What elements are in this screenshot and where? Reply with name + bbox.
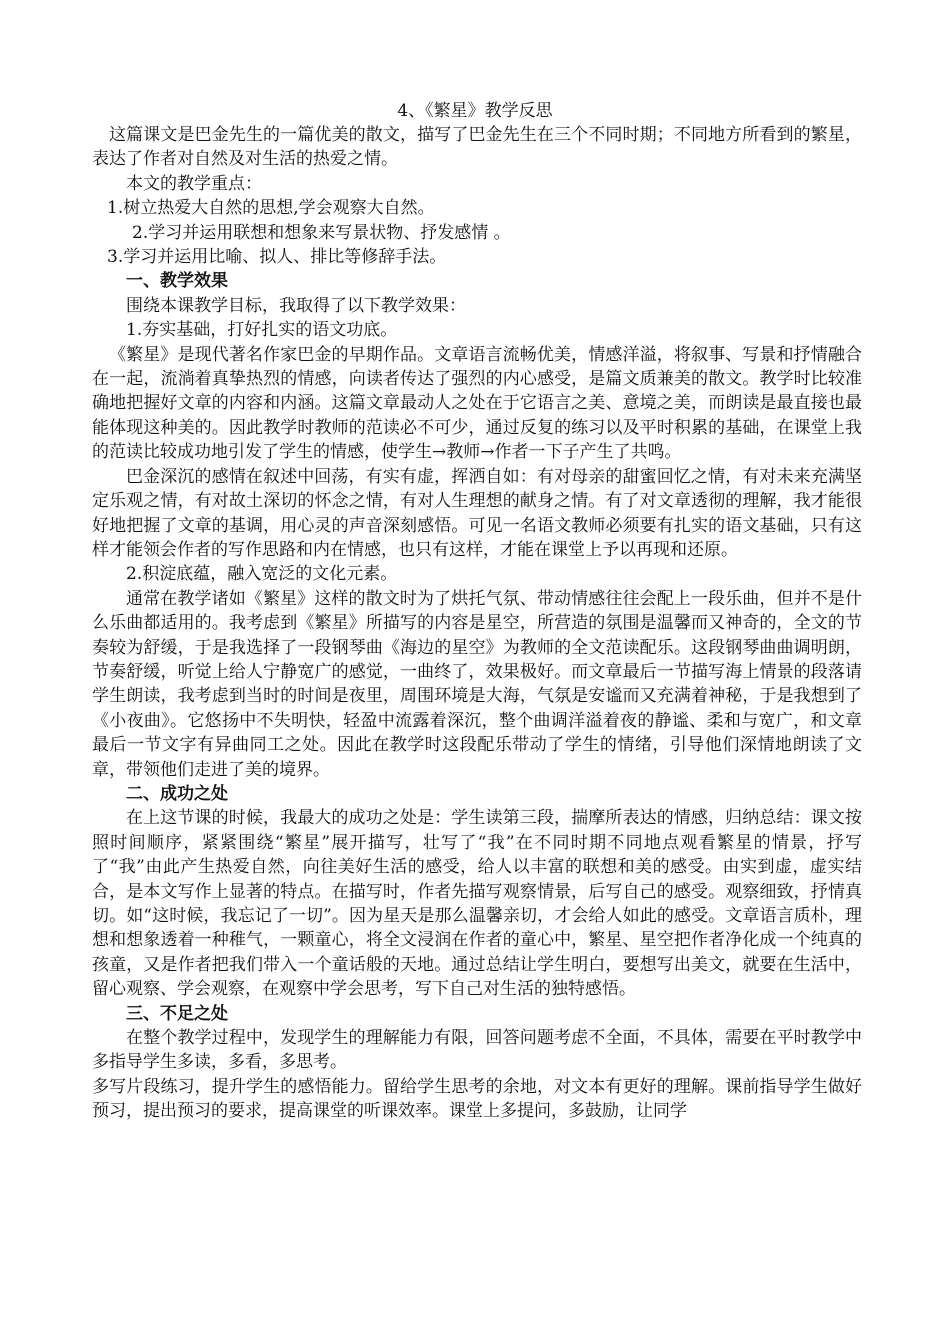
intro-paragraph: 这篇课文是巴金先生的一篇优美的散文，描写了巴金先生在三个不同时期；不同地方所看到的繁星，表达了作者对自然及对生活的热爱之情。 <box>92 125 862 170</box>
effects-paragraph-2: 巴金深沉的感情在叙述中回荡，有实有虚，挥洒自如：有对母亲的甜蜜回忆之情，有对未来充满坚定乐观之情，有对故土深切的怀念之情，有对人生理想的献身之情。有了对文章透彻的理解，我才能很好地把握了文章的基调，用心灵的声音深刻感悟。可见一名语文教师必须要有扎实的语文基础，只有这样才能领会作者的写作思路和内在情感，也只有这样，才能在课堂上予以再现和还原。 <box>92 466 862 560</box>
section-heading-effects: 一、教学效果 <box>126 271 228 292</box>
focus-item-3: 3.学习并运用比喻、拟人、排比等修辞手法。 <box>107 247 447 268</box>
success-paragraph: 在上这节课的时候，我最大的成功之处是：学生读第三段，揣摩所表达的情感，归纳总结：课文按照时间顺序，紧紧围绕“繁星”展开描写，壮写了“我”在不同时期不同地点观看繁星的情景，抒写了“我”由此产生热爱自然，向往美好生活的感受，给人以丰富的联想和美的感受。由实到虚，虚实结合，是本文写作上显著的特点。在描写时，作者先描写观察情景，后写自己的感受。观察细致，抒情真切。如“这时候，我忘记了一切”。因为星天是那么温馨亲切，才会给人如此的感受。文章语言质朴，理想和想象透着一种稚气，一颗童心，将全文浸润在作者的童心中，繁星、星空把作者净化成一个纯真的孩童，又是作者把我们带入一个童话般的天地。通过总结让学生明白，要想写出美文，就要在生活中，留心观察、学会观察，在观察中学会思考，写下自己对生活的独特感悟。 <box>92 808 862 1000</box>
shortcomings-paragraph-2: 多写片段练习，提升学生的感悟能力。留给学生思考的余地，对文本有更好的理解。课前指导学生做好预习，提出预习的要求，提高课堂的听课效率。课堂上多提问，多鼓励，让同学 <box>92 1076 862 1122</box>
document-body <box>92 123 862 1124</box>
effects-paragraph-3: 通常在教学诸如《繁星》这样的散文时为了烘托气氛、带动情感往往会配上一段乐曲，但并不是什么乐曲都适用的。我考虑到《繁星》所描写的内容是星空，所营造的氛围是温馨而又神奇的，全文的节奏较为舒缓，于是我选择了一段钢琴曲《海边的星空》为教师的全文范读配乐。这段钢琴曲曲调明朗，节奏舒缓，听觉上给人宁静宽广的感觉，一曲终了，效果极好。而文章最后一节描写海上情景的段落请学生朗读，我考虑到当时的时间是夜里，周围环境是大海，气氛是安谧而又充满着神秘，于是我想到了《小夜曲》。它悠扬中不失明快，轻盈中流露着深沉，整个曲调洋溢着夜的静谧、柔和与宽广，和文章最后一节文字有异曲同工之处。因此在教学时这段配乐带动了学生的情绪，引导他们深情地朗读了文章，带领他们走进了美的境界。 <box>92 588 862 780</box>
document-title: 4、《繁星》教学反思 <box>397 101 553 121</box>
effects-paragraph-1: 《繁星》是现代著名作家巴金的早期作品。文章语言流畅优美，情感洋溢，将叙事、写景和抒情融合在一起，流淌着真挚热烈的情感，向读者传达了强烈的内心感受，是篇文质兼美的散文。教学时比较准确地把握好文章的内容和内涵。这篇文章最动人之处在于它语言之美、意境之美，而朗读是最直接也最能体现这种美的。因此教学时教师的范读必不可少，通过反复的练习以及平时积累的基础，在课堂上我的范读比较成功地引发了学生的情感，使学生→教师→作者一下子产生了共鸣。 <box>92 344 862 463</box>
focus-heading: 本文的教学重点： <box>126 173 262 194</box>
section-heading-success: 二、成功之处 <box>126 783 228 804</box>
shortcomings-paragraph-1: 在整个教学过程中，发现学生的理解能力有限，回答问题考虑不全面，不具体，需要在平时教学中多指导学生多读，多看，多思考。 <box>92 1028 862 1073</box>
effects-lead: 围绕本课教学目标，我取得了以下教学效果： <box>126 295 466 316</box>
effects-point-1: 1.夯实基础，打好扎实的语文功底。 <box>126 320 398 341</box>
section-heading-shortcomings: 三、不足之处 <box>126 1003 228 1024</box>
effects-point-2: 2.积淀底蕴，融入宽泛的文化元素。 <box>126 564 398 585</box>
focus-item-1: 1.树立热爱大自然的思想,学会观察大自然。 <box>107 198 435 219</box>
focus-item-2: 2.学习并运用联想和想象来写景状物、抒发感情 。 <box>132 222 511 243</box>
